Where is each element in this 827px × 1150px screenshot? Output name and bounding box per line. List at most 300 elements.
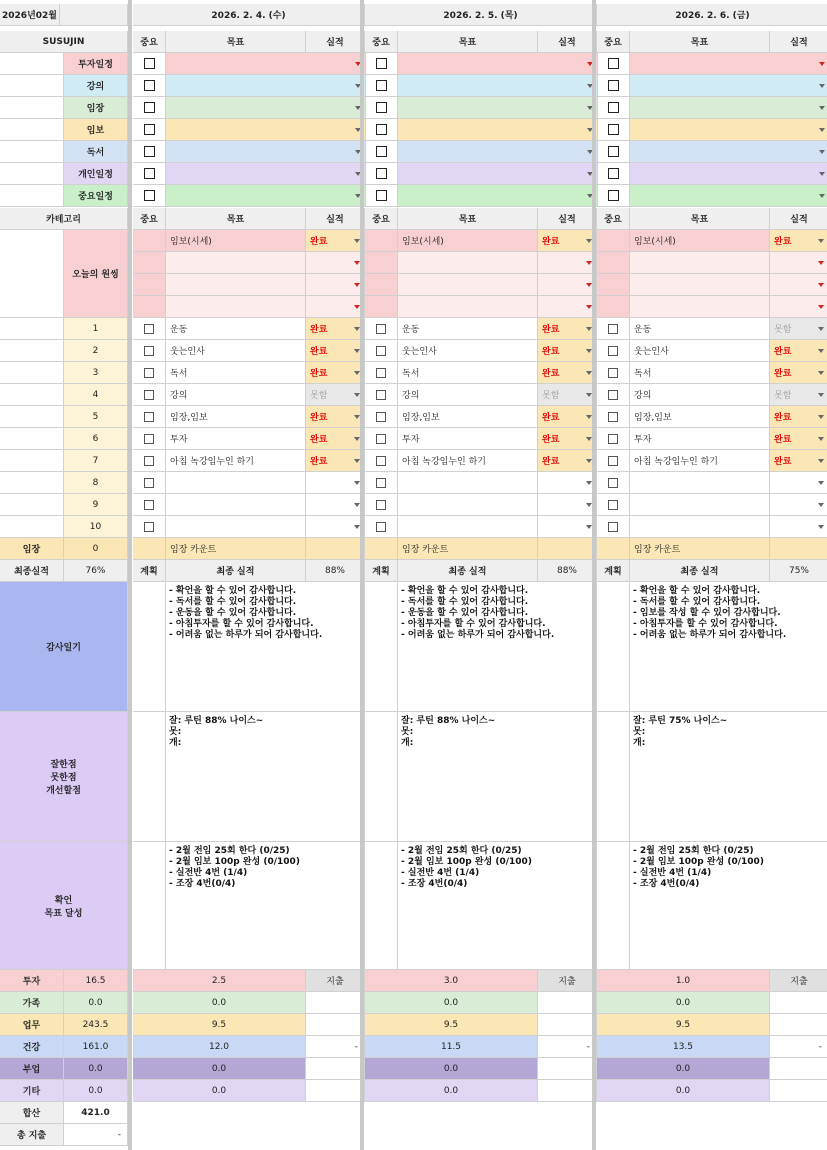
routine-goal[interactable]: 투자: [398, 428, 538, 450]
dropdown-arrow-icon[interactable]: [818, 415, 824, 419]
expense-row: [0, 970, 827, 992]
routine-result[interactable]: 완료: [770, 340, 827, 362]
col-goal: 목표: [398, 31, 538, 53]
schedule-goal-input[interactable]: [630, 97, 827, 119]
gratitude-day-1[interactable]: [166, 582, 365, 712]
expense-row: [0, 1014, 827, 1036]
dropdown-arrow-icon[interactable]: [818, 437, 824, 441]
one-thing-result[interactable]: [538, 274, 597, 296]
one-thing-result[interactable]: 완료: [306, 230, 365, 252]
one-thing-result[interactable]: [770, 252, 827, 274]
today-one-thing-label: 오늘의 원씽: [64, 230, 128, 318]
checkbox-icon[interactable]: [608, 412, 618, 422]
routine-goal[interactable]: [166, 494, 306, 516]
sum-label: 합산: [0, 1102, 64, 1124]
routine-result[interactable]: [306, 472, 365, 494]
expense-day-value: 11.5: [365, 1036, 538, 1058]
checkbox-icon[interactable]: [144, 190, 155, 201]
expense-day-value: 13.5: [597, 1036, 770, 1058]
one-thing-importance: [597, 230, 630, 252]
routine-result[interactable]: 완료: [538, 362, 597, 384]
expense-row: [0, 992, 827, 1014]
dropdown-arrow-icon[interactable]: [819, 84, 825, 88]
checkbox-icon[interactable]: [608, 146, 619, 157]
expense-day-value: 0.0: [365, 992, 538, 1014]
routine-number: 5: [64, 406, 128, 428]
routine-result[interactable]: 못함: [770, 318, 827, 340]
schedule-label-3: 임보: [64, 119, 128, 141]
schedule-spacer: [0, 141, 64, 163]
affirm-day-2[interactable]: [398, 842, 597, 970]
one-thing-result[interactable]: [306, 296, 365, 318]
routine-result[interactable]: 완료: [538, 406, 597, 428]
routine-goal[interactable]: 강의: [630, 384, 770, 406]
gratitude-label: 감사일기: [0, 582, 128, 712]
checkbox-icon[interactable]: [144, 500, 154, 510]
routine-goal[interactable]: 아침 녹강임누인 하기: [630, 450, 770, 472]
one-thing-result[interactable]: [306, 252, 365, 274]
schedule-label-4: 독서: [64, 141, 128, 163]
checkbox-icon[interactable]: [376, 390, 386, 400]
checkbox-icon[interactable]: [376, 522, 386, 532]
one-thing-result[interactable]: 완료: [538, 230, 597, 252]
checkbox-icon[interactable]: [608, 478, 618, 488]
schedule-goal-input[interactable]: [630, 185, 827, 207]
checkbox-icon[interactable]: [144, 390, 154, 400]
checkbox-icon[interactable]: [376, 324, 386, 334]
dropdown-arrow-icon[interactable]: [819, 172, 825, 176]
schedule-row: [0, 119, 827, 141]
spend-area: -: [538, 1036, 597, 1058]
gratitude-day-2[interactable]: [398, 582, 597, 712]
spend-label: 지출: [770, 970, 827, 992]
schedule-spacer: [0, 53, 64, 75]
dropdown-arrow-icon[interactable]: [819, 150, 825, 154]
routine-result[interactable]: 완료: [770, 450, 827, 472]
routine-goal[interactable]: 임장,임보: [398, 406, 538, 428]
one-thing-goal[interactable]: [398, 296, 538, 318]
imjang-count: 0: [64, 538, 128, 560]
spend-area: [538, 1014, 597, 1036]
dropdown-arrow-icon[interactable]: [818, 525, 824, 529]
one-thing-result[interactable]: [538, 296, 597, 318]
routine-goal[interactable]: [630, 516, 770, 538]
schedule-spacer: [0, 163, 64, 185]
routine-goal[interactable]: 투자: [166, 428, 306, 450]
spend-area: -: [770, 1036, 827, 1058]
dropdown-arrow-icon[interactable]: [819, 194, 825, 198]
dropdown-arrow-icon[interactable]: [819, 106, 825, 110]
col-goal: 목표: [398, 208, 538, 230]
routine-spacer: [0, 406, 64, 428]
checkbox-icon[interactable]: [144, 346, 154, 356]
routine-result[interactable]: [538, 494, 597, 516]
schedule-goal-input[interactable]: [398, 163, 598, 185]
routine-goal[interactable]: [166, 516, 306, 538]
imjang-spacer: [597, 538, 630, 560]
checkbox-icon[interactable]: [144, 324, 154, 334]
checkbox-icon[interactable]: [144, 58, 155, 69]
dropdown-arrow-icon[interactable]: [819, 128, 825, 132]
checkbox-icon[interactable]: [608, 190, 619, 201]
imjang-spacer: [365, 538, 398, 560]
spend-label: 지출: [538, 970, 597, 992]
one-thing-goal[interactable]: 임보(시세): [398, 230, 538, 252]
routine-goal[interactable]: [398, 472, 538, 494]
one-thing-goal[interactable]: [166, 252, 306, 274]
category-header-row: [0, 208, 827, 230]
day-date-2: 2026. 2. 5. (목): [365, 4, 597, 26]
dropdown-arrow-icon[interactable]: [818, 327, 824, 331]
schedule-goal-input[interactable]: [166, 119, 366, 141]
schedule-goal-input[interactable]: [630, 163, 827, 185]
routine-goal[interactable]: 강의: [398, 384, 538, 406]
schedule-goal-input[interactable]: [398, 97, 598, 119]
routine-result[interactable]: 완료: [306, 450, 365, 472]
routine-goal[interactable]: 독서: [630, 362, 770, 384]
schedule-goal-input[interactable]: [166, 97, 366, 119]
checkbox-icon[interactable]: [608, 324, 618, 334]
routine-result[interactable]: 완료: [538, 450, 597, 472]
schedule-goal-input[interactable]: [398, 141, 598, 163]
routine-importance: [365, 428, 398, 450]
review-text: 잘: 루틴 75% 나이스~ 못: 개:: [633, 716, 728, 748]
final-day-percent: 88%: [306, 560, 365, 582]
review-spacer: [597, 712, 630, 842]
affirm-text: - 2월 전임 25회 한다 (0/25) - 2월 임보 100p 완성 (0/100) - 실전반 4번 (1/4) - 조장 4번(0/4): [401, 846, 532, 889]
routine-number: 8: [64, 472, 128, 494]
checkbox-icon[interactable]: [144, 102, 155, 113]
routine-result[interactable]: 완료: [538, 340, 597, 362]
spend-area: [770, 992, 827, 1014]
checkbox-icon[interactable]: [376, 412, 386, 422]
schedule-importance: [133, 53, 166, 75]
routine-goal[interactable]: 아침 녹강임누인 하기: [398, 450, 538, 472]
checkbox-icon[interactable]: [608, 102, 619, 113]
routine-importance: [597, 428, 630, 450]
checkbox-icon[interactable]: [608, 168, 619, 179]
gratitude-day-3[interactable]: [630, 582, 827, 712]
expense-day-value: 0.0: [597, 1058, 770, 1080]
one-thing-result[interactable]: [770, 296, 827, 318]
one-thing-importance: [597, 274, 630, 296]
col-result: 실적: [306, 31, 365, 53]
routine-result[interactable]: [538, 472, 597, 494]
schedule-goal-input[interactable]: [166, 141, 366, 163]
imjang-spacer: [133, 538, 166, 560]
dropdown-arrow-icon[interactable]: [818, 481, 824, 485]
checkbox-icon[interactable]: [376, 80, 387, 91]
schedule-importance: [365, 75, 398, 97]
schedule-importance: [365, 185, 398, 207]
expense-day-value: 0.0: [365, 1080, 538, 1102]
gratitude-text: - 확언을 할 수 있어 감사합니다. - 독서를 할 수 있어 감사합니다. - 운동을 할 수 있어 감사합니다. - 아침투자를 할 수 있어 감사합니다. - 어려움 없는 하루가 되어 감사합니다.: [169, 586, 323, 640]
imjang-counter-label: 임장 카운트: [630, 538, 770, 560]
schedule-label-6: 중요일정: [64, 185, 128, 207]
schedule-importance: [365, 119, 398, 141]
checkbox-icon[interactable]: [376, 146, 387, 157]
routine-result[interactable]: 완료: [306, 428, 365, 450]
expense-label: 부업: [0, 1058, 64, 1080]
checkbox-icon[interactable]: [376, 456, 386, 466]
schedule-importance: [365, 97, 398, 119]
routine-result[interactable]: [770, 516, 827, 538]
checkbox-icon[interactable]: [144, 168, 155, 179]
review-spacer: [133, 712, 166, 842]
checkbox-icon[interactable]: [376, 190, 387, 201]
schedule-goal-input[interactable]: [630, 53, 827, 75]
review-label: 잘한점 못한점 개선할점: [0, 712, 128, 842]
checkbox-icon[interactable]: [608, 368, 618, 378]
routine-result[interactable]: 완료: [770, 362, 827, 384]
routine-row: [0, 340, 827, 362]
dropdown-arrow-icon[interactable]: [818, 261, 824, 265]
routine-number: 3: [64, 362, 128, 384]
schedule-goal-input[interactable]: [398, 119, 598, 141]
checkbox-icon[interactable]: [376, 434, 386, 444]
one-thing-goal[interactable]: 임보(시세): [630, 230, 770, 252]
checkbox-icon[interactable]: [144, 124, 155, 135]
schedule-importance: [365, 141, 398, 163]
routine-goal[interactable]: [398, 494, 538, 516]
month-label: 2026년02월: [0, 4, 60, 26]
schedule-spacer: [0, 97, 64, 119]
routine-goal[interactable]: 독서: [166, 362, 306, 384]
expense-row: [0, 1058, 827, 1080]
one-thing-goal[interactable]: [166, 274, 306, 296]
schedule-goal-input[interactable]: [166, 53, 366, 75]
routine-spacer: [0, 450, 64, 472]
review-day-2[interactable]: [398, 712, 597, 842]
schedule-goal-input[interactable]: [630, 119, 827, 141]
dropdown-arrow-icon[interactable]: [818, 283, 824, 287]
one-thing-goal[interactable]: [630, 296, 770, 318]
one-thing-importance: [597, 252, 630, 274]
expense-total: 161.0: [64, 1036, 128, 1058]
one-thing-importance: [133, 252, 166, 274]
routine-goal[interactable]: 운동: [398, 318, 538, 340]
routine-spacer: [0, 340, 64, 362]
routine-importance: [597, 406, 630, 428]
routine-goal[interactable]: 임장,임보: [630, 406, 770, 428]
expense-day-value: 9.5: [133, 1014, 306, 1036]
routine-goal[interactable]: 임장,임보: [166, 406, 306, 428]
category-label: 카테고리: [0, 208, 128, 230]
routine-result[interactable]: 완료: [538, 428, 597, 450]
checkbox-icon[interactable]: [144, 146, 155, 157]
dropdown-arrow-icon[interactable]: [819, 62, 825, 66]
schedule-goal-input[interactable]: [398, 185, 598, 207]
affirm-day-1[interactable]: [166, 842, 365, 970]
checkbox-icon[interactable]: [608, 58, 619, 69]
final-result-label: 최종 실적: [166, 560, 306, 582]
schedule-goal-input[interactable]: [166, 75, 366, 97]
one-thing-result[interactable]: 완료: [770, 230, 827, 252]
one-thing-result[interactable]: [306, 274, 365, 296]
routine-result[interactable]: [538, 516, 597, 538]
checkbox-icon[interactable]: [376, 346, 386, 356]
routine-importance: [133, 340, 166, 362]
checkbox-icon[interactable]: [608, 434, 618, 444]
routine-goal[interactable]: 독서: [398, 362, 538, 384]
schedule-label-0: 투자일정: [64, 53, 128, 75]
routine-goal[interactable]: [630, 472, 770, 494]
dropdown-arrow-icon[interactable]: [818, 393, 824, 397]
imjang-row: [0, 538, 827, 560]
routine-goal[interactable]: 강의: [166, 384, 306, 406]
checkbox-icon[interactable]: [144, 478, 154, 488]
routine-goal[interactable]: 아침 녹강임누인 하기: [166, 450, 306, 472]
spend-area: [770, 1058, 827, 1080]
routine-result[interactable]: [306, 494, 365, 516]
gratitude-text: - 확언을 할 수 있어 감사합니다. - 독서를 할 수 있어 감사합니다. - 임보를 작성 할 수 있어 감사합니다. - 아침투자를 할 수 있어 감사합니다. - 어려움 없는 하루가 되어 감사합니다.: [633, 586, 787, 640]
checkbox-icon[interactable]: [376, 102, 387, 113]
routine-spacer: [0, 384, 64, 406]
routine-result[interactable]: 못함: [306, 384, 365, 406]
plan-label: 계획: [133, 560, 166, 582]
routine-goal[interactable]: 운동: [166, 318, 306, 340]
one-thing-goal[interactable]: [630, 274, 770, 296]
routine-goal[interactable]: [398, 516, 538, 538]
one-thing-importance: [365, 252, 398, 274]
one-thing-goal[interactable]: [166, 296, 306, 318]
one-thing-goal[interactable]: [398, 252, 538, 274]
schedule-row: [0, 53, 827, 75]
imjang-counter-value: [538, 538, 597, 560]
routine-spacer: [0, 318, 64, 340]
dropdown-arrow-icon[interactable]: [818, 349, 824, 353]
review-day-3[interactable]: [630, 712, 827, 842]
one-thing-goal[interactable]: 임보(시세): [166, 230, 306, 252]
checkbox-icon[interactable]: [144, 434, 154, 444]
one-thing-goal[interactable]: [630, 252, 770, 274]
routine-goal[interactable]: 웃는인사: [398, 340, 538, 362]
routine-goal[interactable]: 웃는인사: [630, 340, 770, 362]
checkbox-icon[interactable]: [608, 500, 618, 510]
schedule-goal-input[interactable]: [166, 163, 366, 185]
routine-result[interactable]: 완료: [770, 428, 827, 450]
routine-importance: [365, 494, 398, 516]
schedule-goal-input[interactable]: [630, 75, 827, 97]
one-thing-importance: [365, 274, 398, 296]
one-thing-result[interactable]: [538, 252, 597, 274]
routine-result[interactable]: 완료: [306, 318, 365, 340]
sum-row: [0, 1102, 827, 1124]
one-thing-goal[interactable]: [398, 274, 538, 296]
routine-row: [0, 472, 827, 494]
routine-importance: [365, 384, 398, 406]
one-thing-result[interactable]: [770, 274, 827, 296]
checkbox-icon[interactable]: [608, 346, 618, 356]
affirm-day-3[interactable]: [630, 842, 827, 970]
routine-importance: [133, 406, 166, 428]
schedule-row: [0, 163, 827, 185]
dropdown-arrow-icon[interactable]: [818, 503, 824, 507]
checkbox-icon[interactable]: [144, 368, 154, 378]
dropdown-arrow-icon[interactable]: [818, 371, 824, 375]
schedule-importance: [365, 53, 398, 75]
checkbox-icon[interactable]: [144, 522, 154, 532]
expense-day-value: 0.0: [133, 992, 306, 1014]
schedule-row: [0, 75, 827, 97]
routine-goal[interactable]: 웃는인사: [166, 340, 306, 362]
checkbox-icon[interactable]: [376, 478, 386, 488]
checkbox-icon[interactable]: [608, 456, 618, 466]
routine-result[interactable]: 완료: [306, 362, 365, 384]
checkbox-icon[interactable]: [608, 80, 619, 91]
routine-result[interactable]: 완료: [770, 406, 827, 428]
routine-importance: [133, 516, 166, 538]
col-result: 실적: [538, 31, 597, 53]
routine-result[interactable]: 완료: [306, 340, 365, 362]
checkbox-icon[interactable]: [376, 368, 386, 378]
dropdown-arrow-icon[interactable]: [818, 305, 824, 309]
routine-result[interactable]: [770, 472, 827, 494]
schedule-goal-input[interactable]: [630, 141, 827, 163]
dropdown-arrow-icon[interactable]: [818, 239, 824, 243]
one-thing-row: [0, 296, 827, 318]
schedule-importance: [597, 185, 630, 207]
routine-row: [0, 428, 827, 450]
checkbox-icon[interactable]: [376, 500, 386, 510]
routine-goal[interactable]: 투자: [630, 428, 770, 450]
review-day-1[interactable]: [166, 712, 365, 842]
col-result: 실적: [770, 208, 827, 230]
routine-number: 7: [64, 450, 128, 472]
checkbox-icon[interactable]: [376, 58, 387, 69]
schedule-goal-input[interactable]: [398, 53, 598, 75]
expense-day-value: 9.5: [365, 1014, 538, 1036]
routine-goal[interactable]: 운동: [630, 318, 770, 340]
routine-result[interactable]: 못함: [538, 384, 597, 406]
schedule-goal-input[interactable]: [398, 75, 598, 97]
affirm-spacer: [365, 842, 398, 970]
routine-number: 10: [64, 516, 128, 538]
routine-goal[interactable]: [166, 472, 306, 494]
routine-result[interactable]: 완료: [538, 318, 597, 340]
col-result: 실적: [306, 208, 365, 230]
routine-result[interactable]: [306, 516, 365, 538]
routine-result[interactable]: [770, 494, 827, 516]
spend-area: [770, 1080, 827, 1102]
schedule-goal-input[interactable]: [166, 185, 366, 207]
spend-area: [306, 1058, 365, 1080]
checkbox-icon[interactable]: [144, 456, 154, 466]
routine-importance: [365, 516, 398, 538]
routine-importance: [133, 428, 166, 450]
routine-importance: [133, 494, 166, 516]
routine-result[interactable]: 못함: [770, 384, 827, 406]
schedule-importance: [597, 119, 630, 141]
spend-area: [306, 992, 365, 1014]
checkbox-icon[interactable]: [144, 80, 155, 91]
expense-label: 가족: [0, 992, 64, 1014]
schedule-spacer: [0, 119, 64, 141]
routine-goal[interactable]: [630, 494, 770, 516]
sum-total: 421.0: [64, 1102, 128, 1124]
routine-result[interactable]: 완료: [306, 406, 365, 428]
routine-spacer: [0, 516, 64, 538]
date-header-row: [0, 4, 827, 26]
checkbox-icon[interactable]: [376, 124, 387, 135]
spend-area: -: [306, 1036, 365, 1058]
checkbox-icon[interactable]: [376, 168, 387, 179]
checkbox-icon[interactable]: [144, 412, 154, 422]
checkbox-icon[interactable]: [608, 390, 618, 400]
checkbox-icon[interactable]: [608, 522, 618, 532]
dropdown-arrow-icon[interactable]: [818, 459, 824, 463]
checkbox-icon[interactable]: [608, 124, 619, 135]
